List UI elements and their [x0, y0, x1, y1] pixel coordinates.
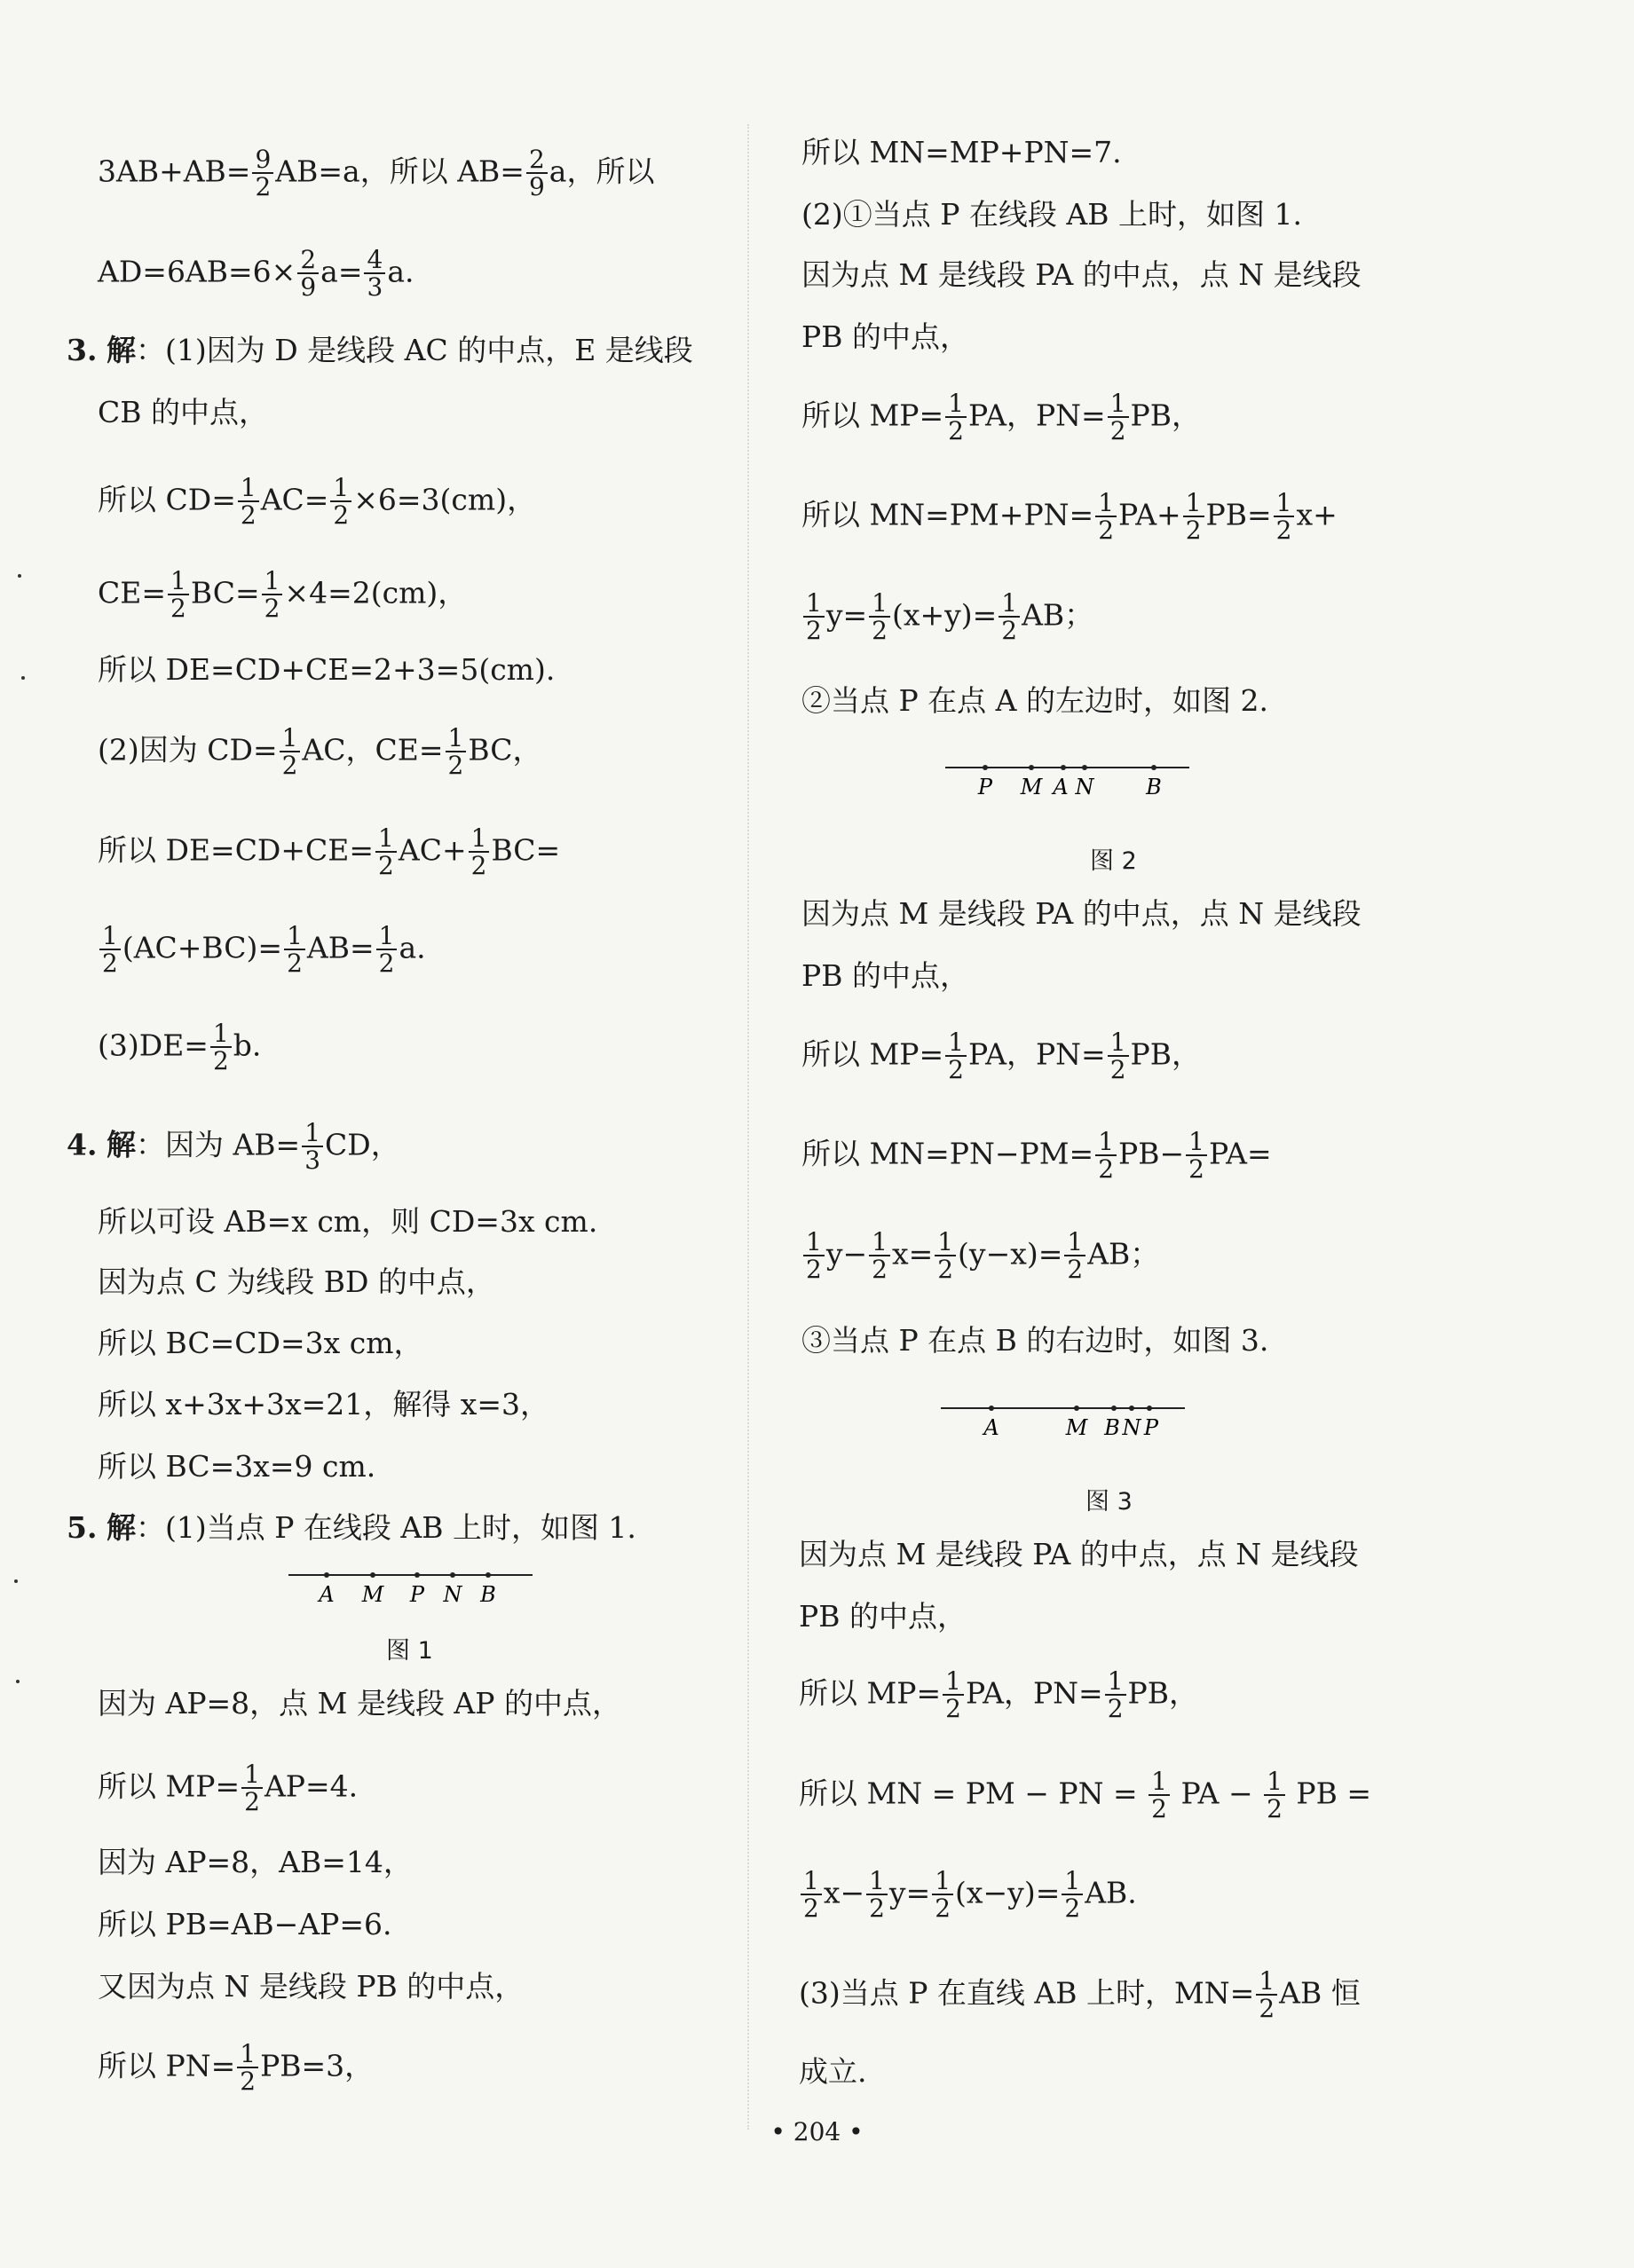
- text-line: 因为点 C 为线段 BD 的中点，: [98, 1264, 495, 1299]
- point-label: M: [361, 1582, 384, 1607]
- text-line: 因为点 M 是线段 PA 的中点，点 N 是线段: [801, 257, 1362, 292]
- equation-line: (3)当点 P 在直线 AB 上时，MN= $\frac{1}{2}$ AB 恒: [799, 1966, 1361, 2024]
- equation-line: (2)因为 CD= $\frac{1}{2}$ AC，CE= $\frac{1}{2}$ BC，: [98, 723, 542, 781]
- point-label: B: [480, 1582, 496, 1607]
- point-n-dot: [1082, 765, 1087, 770]
- point-label: N: [443, 1582, 462, 1607]
- point-p-dot: [1147, 1406, 1152, 1411]
- equation-line: 所以 MN = PM − PN = $\frac{1}{2}$ PA − $\frac{1}{2}$ PB =: [799, 1767, 1372, 1824]
- page-number: [0, 2117, 1634, 2146]
- text-line: (2)①当点 P 在线段 AB 上时，如图 1.: [801, 197, 1302, 232]
- equation-line: AD=6AB=6× $\frac{2}{9}$ a= $\frac{4}{3}$ a.: [98, 245, 414, 303]
- equation-line: 所以 DE=CD+CE= $\frac{1}{2}$ AC+ $\frac{1}{2}$ BC=: [98, 823, 561, 881]
- point-n-dot: [450, 1572, 455, 1578]
- margin-mark: [21, 676, 25, 680]
- question-number: 3.: [67, 333, 98, 367]
- question-number: 4.: [67, 1127, 98, 1162]
- text-line: 成立.: [799, 2054, 867, 2089]
- figure-3-caption: 图 3: [1085, 1488, 1133, 1516]
- solution-label: 解: [106, 1510, 136, 1545]
- column-divider: [747, 124, 749, 2130]
- point-n-dot: [1129, 1406, 1134, 1411]
- point-label: P: [1143, 1415, 1159, 1440]
- text-line: 所以 DE=CD+CE=2+3=5(cm).: [98, 652, 556, 687]
- figure-2-number-line: [941, 759, 1198, 803]
- point-p-dot: [983, 765, 988, 770]
- point-b-dot: [1151, 765, 1156, 770]
- equation-line: 所以 MP= $\frac{1}{2}$ PA，PN= $\frac{1}{2}$ PB，: [799, 1666, 1199, 1724]
- point-label: P: [409, 1582, 425, 1607]
- equation-line: $\frac{1}{2}$ y= $\frac{1}{2}$ (x+y)= $\frac{1}{2}$ AB；: [801, 590, 1093, 644]
- equation-line: $\frac{1}{2}$ y− $\frac{1}{2}$ x= $\frac{1}{2}$ (y−x)= $\frac{1}{2}$ AB；: [801, 1229, 1159, 1283]
- point-label: B: [1104, 1415, 1120, 1440]
- point-m-dot: [1029, 765, 1034, 770]
- text-line: CB 的中点，: [98, 395, 268, 429]
- point-label: A: [319, 1582, 335, 1607]
- equation-line: 3AB+AB= $\frac{9}{2}$ AB=a，所以 AB= $\frac{2}{9}$ a，所以: [98, 145, 655, 202]
- page-number-value: 204: [793, 2117, 841, 2146]
- text-line: PB 的中点，: [801, 319, 969, 354]
- text-line: PB 的中点，: [801, 958, 969, 993]
- point-m-dot: [1074, 1406, 1079, 1411]
- point-b-dot: [485, 1572, 491, 1578]
- text-line: PB 的中点，: [799, 1599, 967, 1634]
- page-number-dot: •: [770, 2117, 785, 2146]
- equation-line: 所以 MP= $\frac{1}{2}$ PA，PN= $\frac{1}{2}$ PB，: [801, 389, 1202, 446]
- point-label: N: [1075, 775, 1094, 799]
- equation-line: CE= $\frac{1}{2}$ BC= $\frac{1}{2}$ ×4=2(cm)，: [98, 566, 468, 624]
- point-a-dot: [989, 1406, 994, 1411]
- point-p-dot: [414, 1572, 420, 1578]
- question-number: 5.: [67, 1510, 98, 1545]
- point-a-dot: [1061, 765, 1066, 770]
- point-label: A: [1053, 775, 1069, 799]
- question-4-heading: 4. 解：因为 AB= $\frac{1}{3}$ CD，: [67, 1118, 400, 1176]
- text-line: 所以 MN=MP+PN=7.: [801, 135, 1122, 169]
- solution-label: 解: [106, 333, 136, 367]
- point-label: M: [1065, 1415, 1088, 1440]
- equation-line: 所以 PN= $\frac{1}{2}$ PB=3，: [98, 2039, 375, 2097]
- text-line: 所以 BC=3x=9 cm.: [98, 1449, 376, 1484]
- text-line: 所以可设 AB=x cm，则 CD=3x cm.: [98, 1204, 598, 1239]
- point-label: B: [1146, 775, 1162, 799]
- equation-line: 所以 MP= $\frac{1}{2}$ PA，PN= $\frac{1}{2}$ PB，: [801, 1028, 1202, 1085]
- text-line: 所以 x+3x+3x=21，解得 x=3，: [98, 1387, 550, 1421]
- point-m-dot: [370, 1572, 375, 1578]
- point-label: A: [983, 1415, 999, 1440]
- equation-line: 所以 MN=PM+PN= $\frac{1}{2}$ PA+ $\frac{1}{2}$ PB= $\frac{1}{2}$ x+: [801, 488, 1338, 546]
- point-label: M: [1020, 775, 1043, 799]
- margin-mark: [16, 1680, 20, 1683]
- equation-line: $\frac{1}{2}$ x− $\frac{1}{2}$ y= $\frac{1}{2}$ (x−y)= $\frac{1}{2}$ AB.: [799, 1868, 1137, 1922]
- text-line: ②当点 P 在点 A 的左边时，如图 2.: [801, 683, 1268, 718]
- point-label: N: [1122, 1415, 1141, 1440]
- text-line: 又因为点 N 是线段 PB 的中点，: [98, 1969, 525, 2004]
- figure-2-caption: 图 2: [1090, 847, 1137, 875]
- margin-mark: [14, 1579, 18, 1583]
- text-line: 因为点 M 是线段 PA 的中点，点 N 是线段: [801, 896, 1362, 931]
- equation-line: 所以 CD= $\frac{1}{2}$ AC= $\frac{1}{2}$ ×6=3(cm)，: [98, 473, 537, 531]
- figure-1-number-line: [284, 1566, 541, 1619]
- text-line: 所以 BC=CD=3x cm，: [98, 1326, 423, 1360]
- text-line: 因为 AP=8，点 M 是线段 AP 的中点，: [98, 1686, 621, 1721]
- solution-label: 解: [106, 1127, 136, 1162]
- figure-1-caption: 图 1: [386, 1637, 433, 1665]
- point-label: P: [977, 775, 993, 799]
- question-3-heading: 3. 解：(1)因为 D 是线段 AC 的中点，E 是线段: [67, 333, 693, 367]
- text-line: 所以 PB=AB−AP=6.: [98, 1907, 392, 1941]
- equation-line: 所以 MN=PN−PM= $\frac{1}{2}$ PB− $\frac{1}{2}$ PA=: [801, 1127, 1272, 1185]
- point-b-dot: [1111, 1406, 1117, 1411]
- text-line: ③当点 P 在点 B 的右边时，如图 3.: [801, 1323, 1269, 1358]
- question-5-heading: 5. 解：(1)当点 P 在线段 AB 上时，如图 1.: [67, 1510, 636, 1545]
- equation-line: $\frac{1}{2}$ (AC+BC)= $\frac{1}{2}$ AB= $\frac{1}{2}$ a.: [98, 923, 426, 977]
- equation-line: 所以 MP= $\frac{1}{2}$ AP=4.: [98, 1760, 359, 1817]
- point-a-dot: [324, 1572, 329, 1578]
- page-number-dot: •: [849, 2117, 864, 2146]
- text-line: 因为 AP=8，AB=14，: [98, 1845, 413, 1879]
- figure-3-number-line: [936, 1399, 1194, 1444]
- equation-line: (3)DE= $\frac{1}{2}$ b.: [98, 1019, 262, 1076]
- text-line: 因为点 M 是线段 PA 的中点，点 N 是线段: [799, 1537, 1359, 1571]
- margin-mark: [18, 574, 21, 578]
